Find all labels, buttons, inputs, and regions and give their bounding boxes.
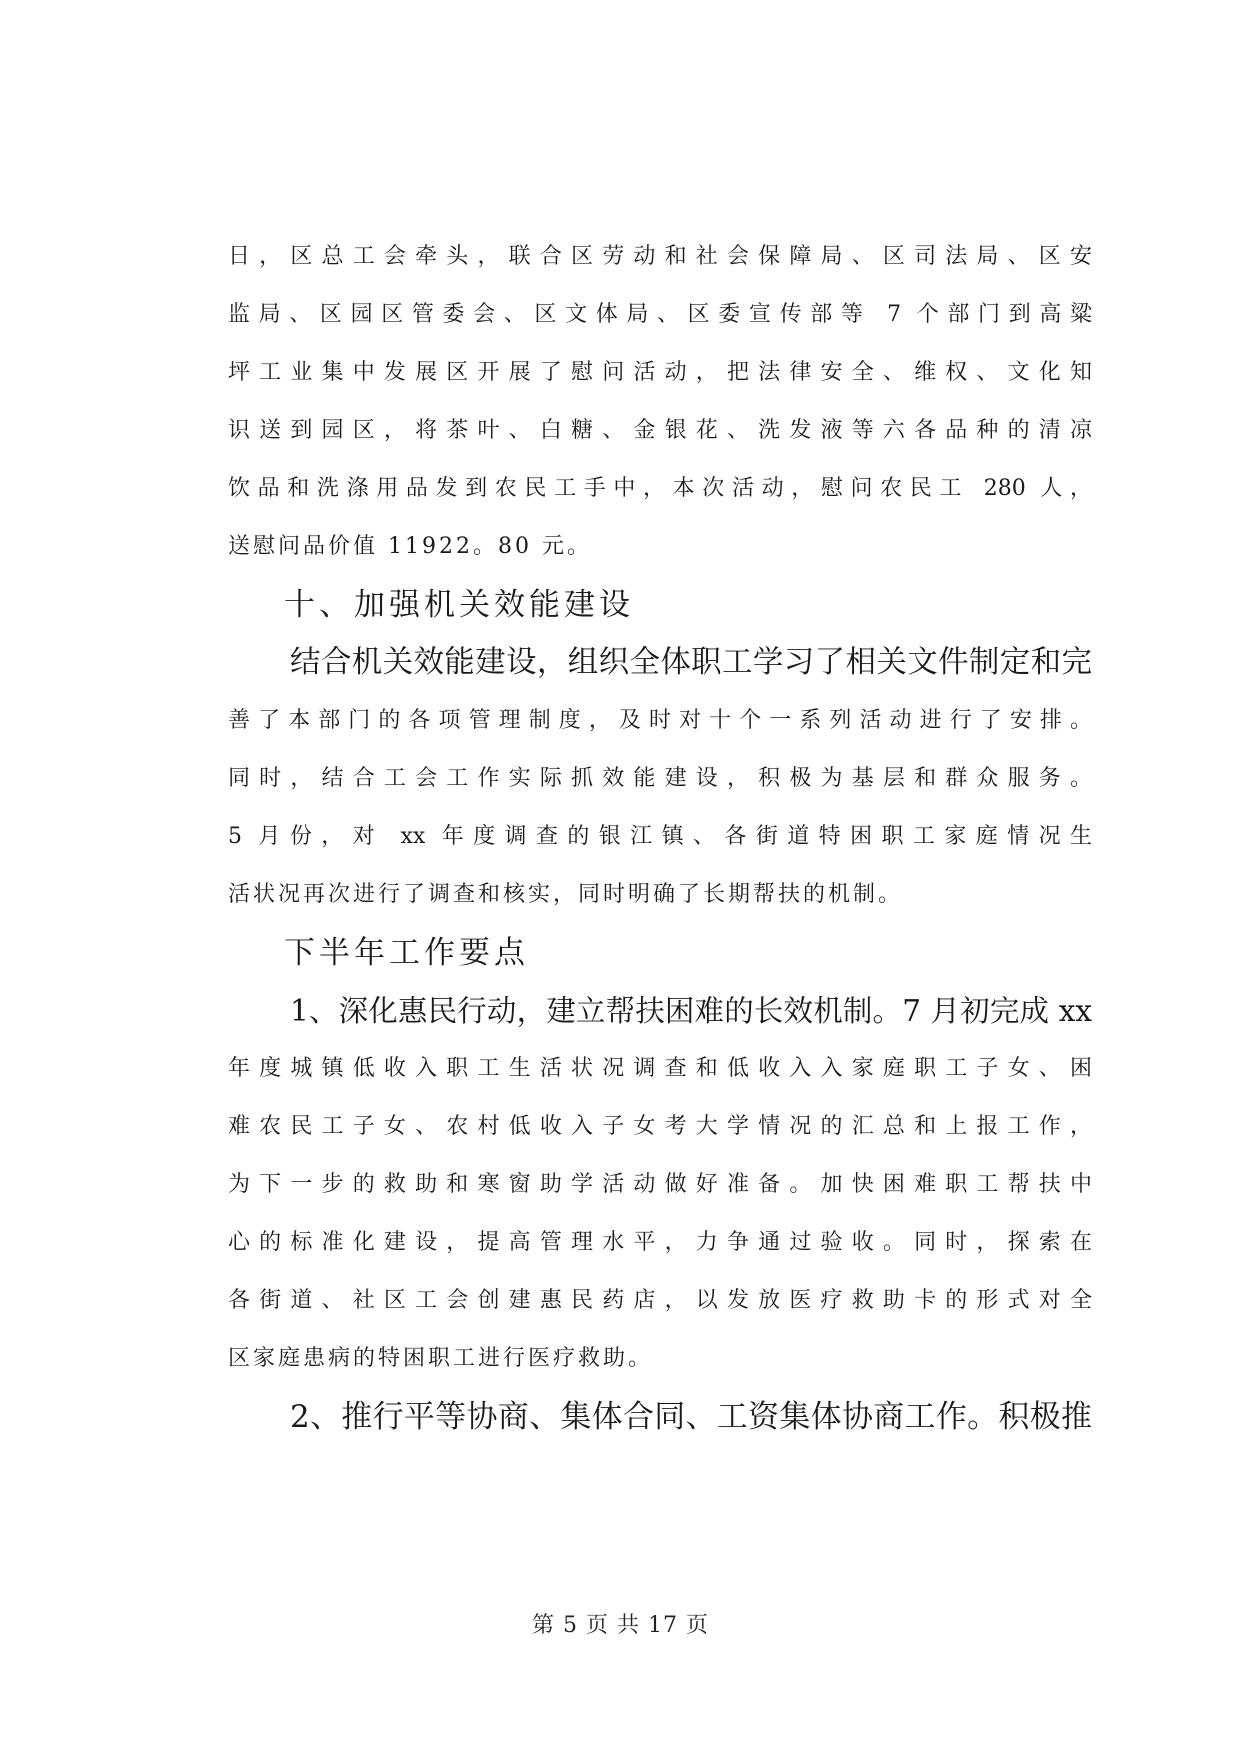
text-line: 同时，结合工会工作实际抓效能建设，积极为基层和群众服务。 xyxy=(228,766,1092,791)
text-line: 结合机关效能建设，组织全体职工学习了相关文件制定和完 xyxy=(290,645,1092,680)
text-line: 为下一步的救助和寒窗助学活动做好准备。加快困难职工帮扶中 xyxy=(228,1172,1092,1197)
text-line: 各街道、社区工会创建惠民药店，以发放医疗救助卡的形式对全 xyxy=(228,1288,1092,1313)
text-line: 1、深化惠民行动，建立帮扶困难的长效机制。7 月初完成 xx xyxy=(290,994,1092,1028)
text-line: 难农民工子女、农村低收入子女考大学情况的汇总和上报工作， xyxy=(228,1114,1092,1139)
document-body xyxy=(228,228,1092,1446)
text-line: 饮品和洗涤用品发到农民工手中，本次活动，慰问农民工 280 人， xyxy=(228,476,1092,501)
text-line: 5 月份，对 xx 年度调查的银江镇、各街道特困职工家庭情况生 xyxy=(228,824,1092,849)
text-line: 日，区总工会牵头，联合区劳动和社会保障局、区司法局、区安 xyxy=(228,244,1092,269)
text-line: 监局、区园区管委会、区文体局、区委宣传部等 7 个部门到高粱 xyxy=(228,302,1092,327)
page-footer: 第 5 页 共 17 页 xyxy=(532,1613,709,1638)
text-line: 2、推行平等协商、集体合同、工资集体协商工作。积极推 xyxy=(290,1399,1092,1435)
section-heading: 下半年工作要点 xyxy=(284,935,529,971)
text-line: 心的标准化建设，提高管理水平，力争通过验收。同时，探索在 xyxy=(228,1230,1092,1255)
text-line: 年度城镇低收入职工生活状况调查和低收入入家庭职工子女、困 xyxy=(228,1056,1092,1081)
text-line: 识送到园区，将茶叶、白糖、金银花、洗发液等六各品种的清凉 xyxy=(228,418,1092,443)
text-line: 善了本部门的各项管理制度，及时对十个一系列活动进行了安排。 xyxy=(228,708,1092,733)
section-heading: 十、加强机关效能建设 xyxy=(284,587,634,623)
text-line: 坪工业集中发展区开展了慰问活动，把法律安全、维权、文化知 xyxy=(228,360,1092,385)
text-line: 活状况再次进行了调查和核实，同时明确了长期帮扶的机制。 xyxy=(228,882,904,907)
text-line: 区家庭患病的特困职工进行医疗救助。 xyxy=(228,1346,654,1371)
text-line: 送慰问品价值 11922。80 元。 xyxy=(228,534,592,559)
